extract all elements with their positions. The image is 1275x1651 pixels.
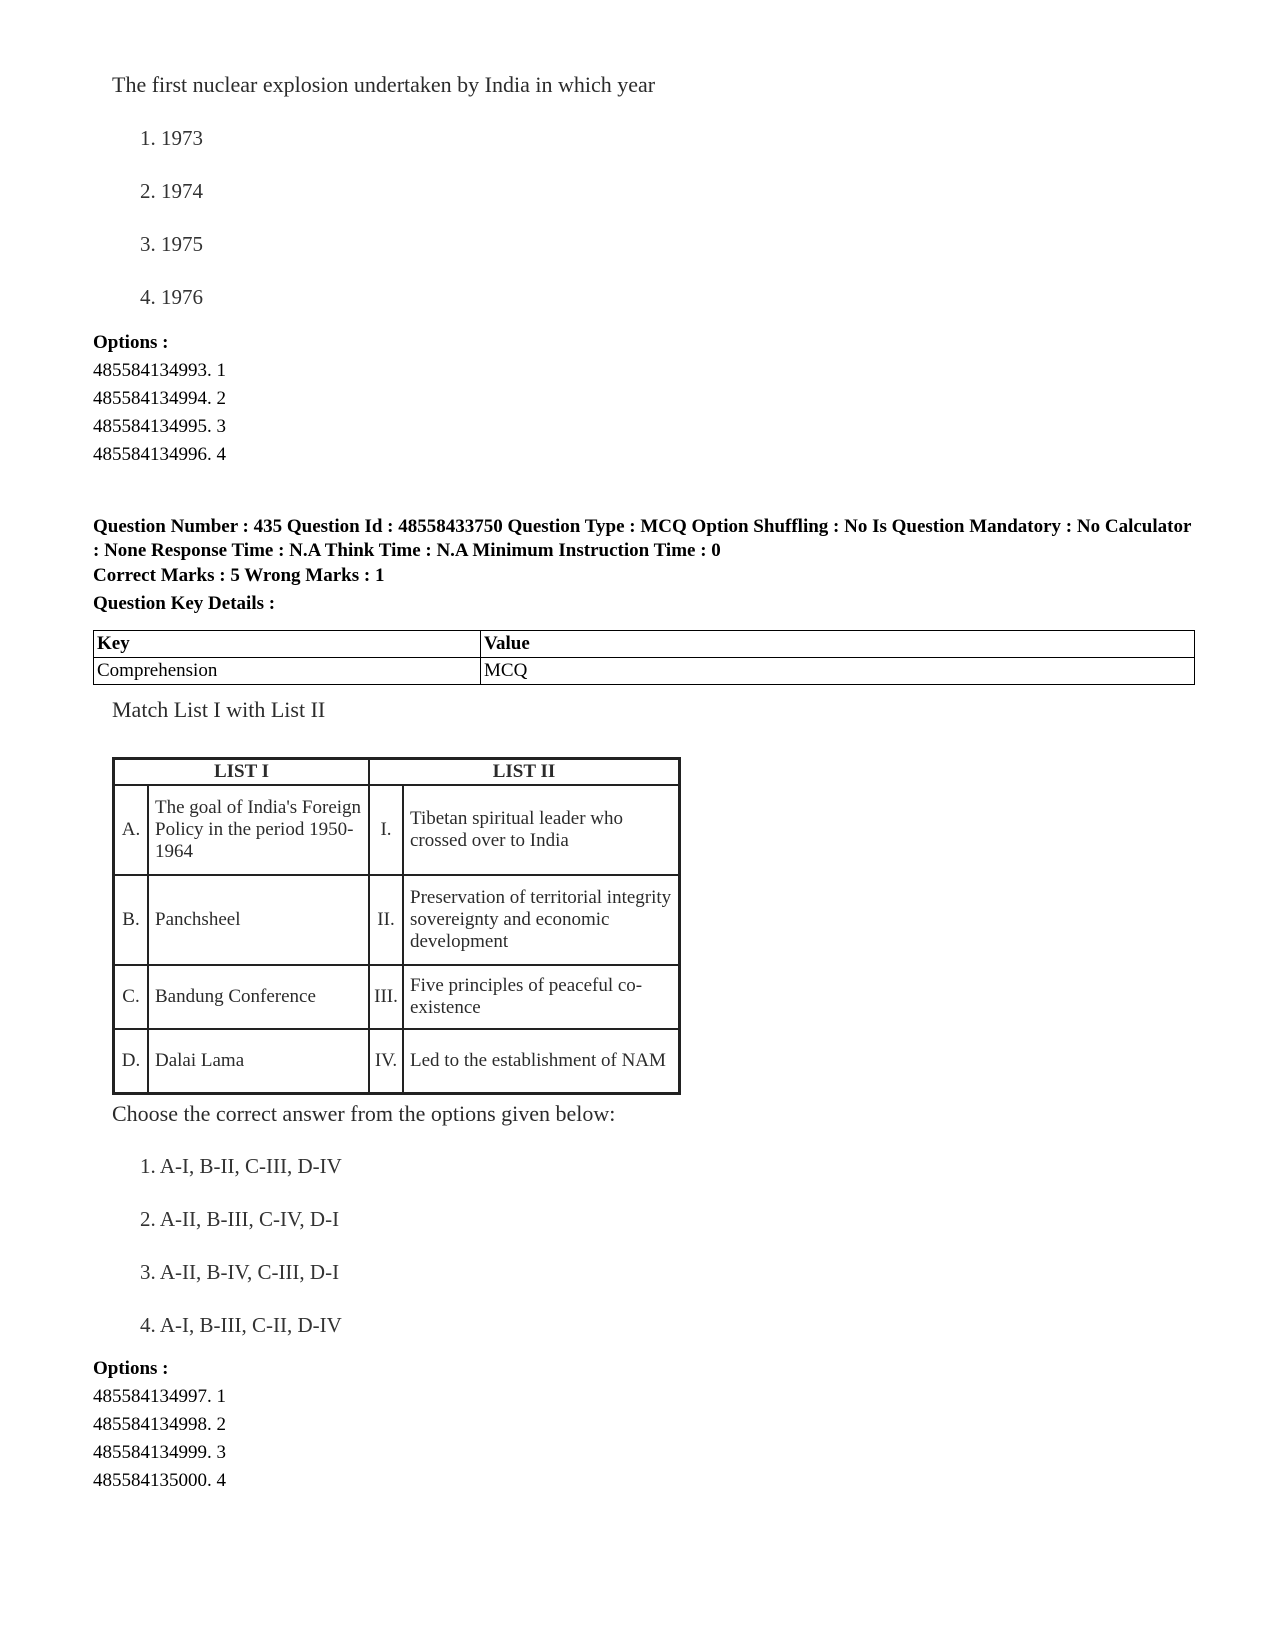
match-table — [112, 757, 681, 1095]
option-id: 485584134998. 2 — [93, 1414, 226, 1435]
list2-item: Five principles of peaceful co-existence — [403, 965, 680, 1029]
choice: 3. A-II, B-IV, C-III, D-I — [140, 1260, 340, 1284]
key-details-label: Question Key Details : — [93, 593, 276, 614]
list1-item: Dalai Lama — [148, 1029, 369, 1094]
list1-header: LIST I — [114, 759, 370, 786]
choice: 4. A-I, B-III, C-II, D-IV — [140, 1313, 342, 1337]
row-label: IV. — [369, 1029, 403, 1094]
row-label: III. — [369, 965, 403, 1029]
value-header: Value — [481, 631, 1195, 658]
key-table — [93, 630, 1195, 685]
list1-item: Bandung Conference — [148, 965, 369, 1029]
option-id: 485584134995. 3 — [93, 416, 226, 437]
choice: 1. A-I, B-II, C-III, D-IV — [140, 1154, 342, 1178]
question-meta: Question Number : 435 Question Id : 48558433750 Question Type : MCQ Option Shuffling : No Is Question Mandatory : No Calculator : None Response Time : N.A Think Time : N.A Minimum Instruction Time : 0 — [93, 516, 1192, 561]
list2-item: Preservation of territorial integrity sovereignty and economic development — [403, 875, 680, 965]
choose-instruction: Choose the correct answer from the options given below: — [112, 1101, 616, 1126]
match-row — [114, 875, 680, 965]
row-label: B. — [114, 875, 149, 965]
match-header — [114, 759, 680, 786]
marks: Correct Marks : 5 Wrong Marks : 1 — [93, 565, 385, 586]
question-text: The first nuclear explosion undertaken by India in which year — [112, 72, 656, 97]
option-id: 485584134997. 1 — [93, 1386, 226, 1407]
list2-item: Tibetan spiritual leader who crossed over to India — [403, 785, 680, 875]
value-cell: MCQ — [481, 658, 1195, 685]
list2-item: Led to the establishment of NAM — [403, 1029, 680, 1094]
option-id: 485584134999. 3 — [93, 1442, 226, 1463]
row-label: II. — [369, 875, 403, 965]
key-table-header — [94, 631, 1195, 658]
row-label: I. — [369, 785, 403, 875]
choice: 2. 1974 — [140, 179, 203, 203]
key-cell: Comprehension — [94, 658, 481, 685]
match-row — [114, 965, 680, 1029]
options-label: Options : — [93, 1358, 169, 1379]
choice: 3. 1975 — [140, 232, 203, 256]
row-label: A. — [114, 785, 149, 875]
table-row — [94, 658, 1195, 685]
option-id: 485584134996. 4 — [93, 444, 226, 465]
options-label: Options : — [93, 332, 169, 353]
choice: 1. 1973 — [140, 126, 203, 150]
match-instruction: Match List I with List II — [112, 697, 326, 722]
key-header: Key — [94, 631, 481, 658]
list1-item: Panchsheel — [148, 875, 369, 965]
match-row — [114, 1029, 680, 1094]
row-label: D. — [114, 1029, 149, 1094]
match-row — [114, 785, 680, 875]
list2-header: LIST II — [369, 759, 680, 786]
list1-item: The goal of India's Foreign Policy in the period 1950-1964 — [148, 785, 369, 875]
option-id: 485584134993. 1 — [93, 360, 226, 381]
option-id: 485584135000. 4 — [93, 1470, 226, 1491]
choice: 4. 1976 — [140, 285, 203, 309]
choice: 2. A-II, B-III, C-IV, D-I — [140, 1207, 340, 1231]
row-label: C. — [114, 965, 149, 1029]
option-id: 485584134994. 2 — [93, 388, 226, 409]
